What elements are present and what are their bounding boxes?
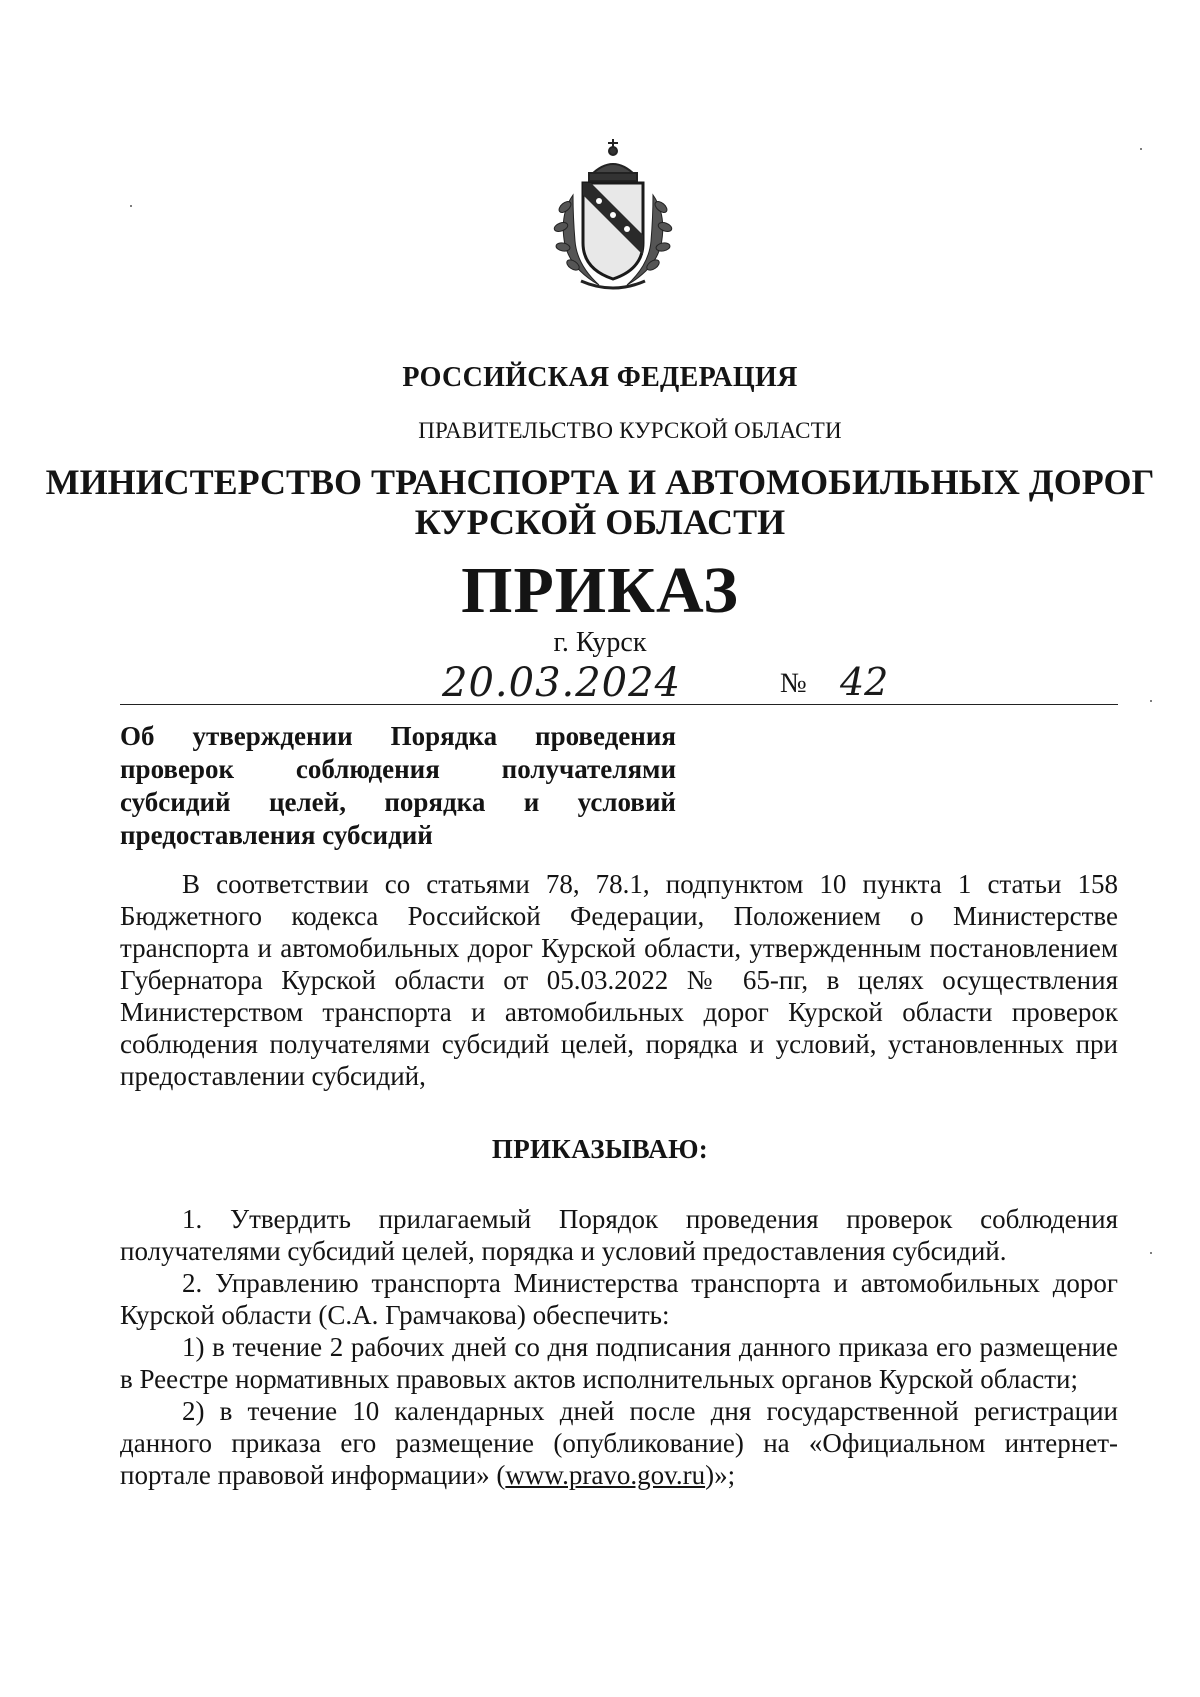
preamble-paragraph xyxy=(120,868,1118,1092)
number-sign: № xyxy=(780,668,807,699)
handwritten-number: 42 xyxy=(840,660,889,704)
order-item-2-2-start: 2) в течение 10 календарных дней после дня государственной регистрации данного приказа его размещение (опубликование) на «Официальном интернет-портале правовой информации» ( xyxy=(120,1396,1118,1490)
preamble-text: В соответствии со статьями 78, 78.1, подпунктом 10 пункта 1 статьи 158 Бюджетного кодекса Российской Федерации, Положением о Министерстве транспорта и автомобильных дорог Курской области, утвержденным постановлением Губернатора Курской области от 05.03.2022 № 65-пг, в целях осуществления Министерством транспорта и автомобильных дорог Курской области проверок соблюдения получателями субсидий целей, порядка и условий, установленных при предоставлении субсидий, xyxy=(120,869,1118,1091)
coat-of-arms-icon xyxy=(543,135,683,295)
date-number-line xyxy=(120,660,1118,705)
subject-text-last: предоставления субсидий xyxy=(120,820,433,850)
pravo-gov-link[interactable]: www.pravo.gov.ru xyxy=(505,1460,706,1490)
header-federation: РОССИЙСКАЯ ФЕДЕРАЦИЯ xyxy=(402,362,798,393)
handwritten-date: 20.03.2024 xyxy=(442,660,682,706)
document-subject xyxy=(120,720,676,852)
order-item-1: 1. Утвердить прилагаемый Порядок проведения проверок соблюдения получателями субсидий целей, порядка и условий предоставления субсидий. xyxy=(120,1204,1118,1266)
subject-text: Об утверждении Порядка проведения проверок соблюдения получателями субсидий целей, порядка и условий xyxy=(120,721,676,817)
header-ministry-line2: КУРСКОЙ ОБЛАСТИ xyxy=(414,502,786,542)
scan-speck xyxy=(1150,1252,1152,1254)
order-item-2: 2. Управлению транспорта Министерства транспорта и автомобильных дорог Курской области (С.А. Грамчакова) обеспечить: xyxy=(120,1268,1118,1330)
header-ministry xyxy=(0,462,1200,542)
order-item-2-1: 1) в течение 2 рабочих дней со дня подписания данного приказа его размещение в Реестре нормативных правовых актов исполнительных органов Курской области; xyxy=(120,1332,1118,1394)
header-ministry-line1: МИНИСТЕРСТВО ТРАНСПОРТА И АВТОМОБИЛЬНЫХ ДОРОГ xyxy=(45,462,1155,502)
document-type-title: ПРИКАЗ xyxy=(461,554,739,627)
scan-speck xyxy=(1150,700,1152,702)
scan-speck xyxy=(1140,148,1142,150)
city-label: г. Курск xyxy=(553,627,647,658)
order-item-2-2 xyxy=(120,1395,1118,1491)
order-item-2-2-end: )»; xyxy=(705,1460,736,1490)
order-items xyxy=(120,1203,1118,1491)
header-government: ПРАВИТЕЛЬСТВО КУРСКОЙ ОБЛАСТИ xyxy=(418,418,842,443)
scan-speck xyxy=(130,205,132,207)
decree-heading: ПРИКАЗЫВАЮ: xyxy=(491,1134,709,1164)
